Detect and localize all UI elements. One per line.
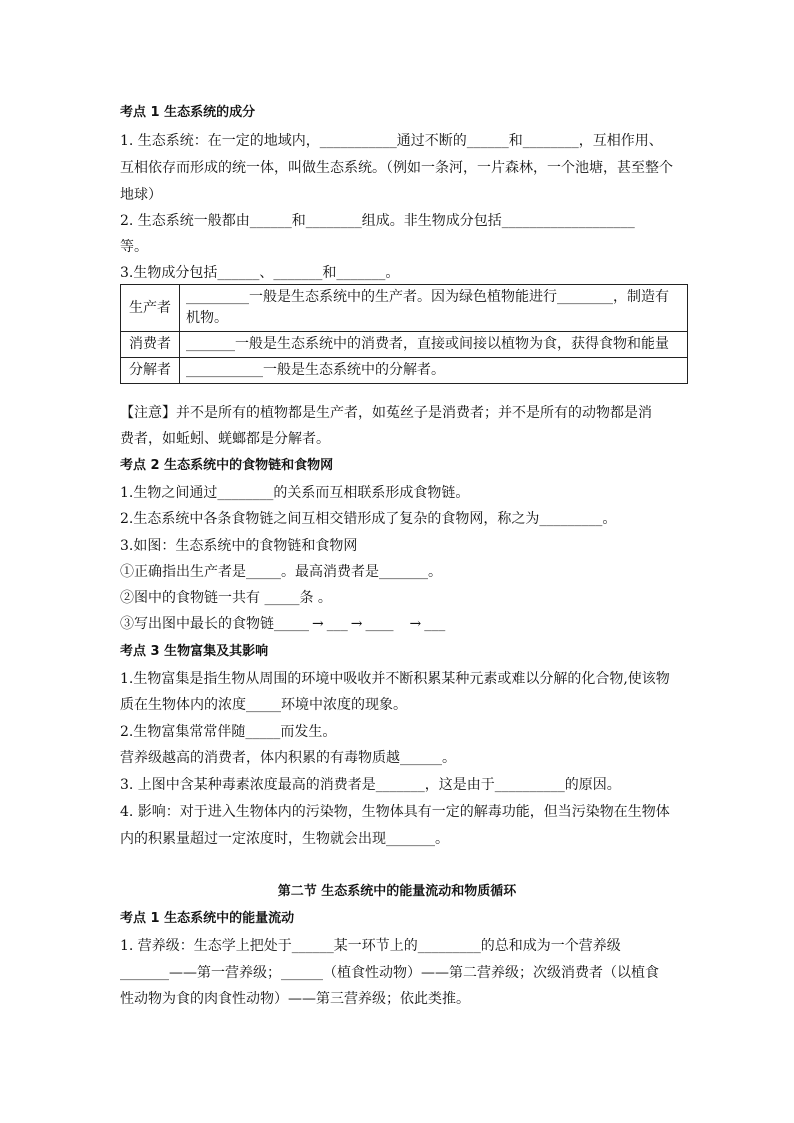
table-row <box>121 332 688 358</box>
text-line: 质在生物体内的浓度_____环境中浓度的现象。 <box>120 697 407 713</box>
text-line: 1. 营养级：生态学上把处于______某一环节上的_________的总和成为一个营养级 <box>120 938 621 954</box>
text-line: 营养级越高的消费者，体内积累的有毒物质越______。 <box>120 750 456 766</box>
heading-4: 考点 1 生态系统中的能量流动 <box>120 911 295 926</box>
food-chain-line <box>120 615 445 633</box>
text-line: 性动物为食的肉食性动物）——第三营养级；依此类推。 <box>120 991 470 1007</box>
blank: ____ <box>365 616 394 632</box>
table-label: 消费者 <box>121 332 180 358</box>
section-title: 第二节 生态系统中的能量流动和物质循环 <box>277 884 517 899</box>
text-line: 2.生态系统中各条食物链之间互相交错形成了复杂的食物网，称之为_________。 <box>120 511 617 527</box>
table-row <box>121 285 688 332</box>
text-line: 内的积累量超过一定浓度时，生物就会出现_______。 <box>120 831 449 847</box>
text-line: 4. 影响：对于进入生物体内的污染物，生物体具有一定的解毒功能，但当污染物在生物体 <box>120 804 670 820</box>
text-line: 等。 <box>120 239 148 255</box>
arrow-icon: → <box>409 616 422 632</box>
text-line: ③写出图中最长的食物链_____ <box>120 616 309 632</box>
table-label: 分解者 <box>121 358 180 384</box>
blank: ___ <box>326 616 348 632</box>
heading-2: 考点 2 生态系统中的食物链和食物网 <box>120 458 334 473</box>
heading-3: 考点 3 生物富集及其影响 <box>120 644 269 659</box>
text-line: 3.如图：生态系统中的食物链和食物网 <box>120 538 358 554</box>
table-label: 生产者 <box>121 285 180 332</box>
note-line: 费者，如蚯蚓、蜣螂都是分解者。 <box>120 431 330 447</box>
text-line: 3.生物成分包括______、_______和_______。 <box>120 265 400 281</box>
arrow-icon: → <box>350 616 363 632</box>
table-row <box>121 358 688 384</box>
blank: ___ <box>424 616 446 632</box>
text-line: ①正确指出生产者是_____。最高消费者是_______。 <box>120 564 442 580</box>
bio-components-table <box>120 284 688 384</box>
table-cell: _________一般是生态系统中的生产者。因为绿色植物能进行________，制造有机物。 <box>180 285 688 332</box>
text-line: 地球） <box>120 187 162 203</box>
text-line: 互相依存而形成的统一体，叫做生态系统。（例如一条河，一片森林，一个池塘，甚至整个 <box>120 160 673 176</box>
text-line: 2. 生态系统一般都由______和________组成。非生物成分包括___________________ <box>120 213 635 229</box>
heading-1: 考点 1 生态系统的成分 <box>120 105 256 120</box>
text-line: 1.生物之间通过________的关系而互相联系形成食物链。 <box>120 485 470 501</box>
text-line: 3. 上图中含某种毒素浓度最高的消费者是_______，这是由于__________的原因。 <box>120 777 621 793</box>
note-line: 【注意】并不是所有的植物都是生产者，如菟丝子是消费者；并不是所有的动物都是消 <box>120 405 652 421</box>
text-line: 2.生物富集常常伴随_____而发生。 <box>120 724 337 740</box>
table-cell: ___________一般是生态系统中的分解者。 <box>180 358 688 384</box>
arrow-icon: → <box>312 616 324 632</box>
text-line: 1. 生态系统：在一定的地域内，___________通过不断的______和________，互相作用、 <box>120 133 663 149</box>
text-line: 1.生物富集是指生物从周围的环境中吸收并不断积累某种元素或难以分解的化合物,使该物 <box>120 671 670 687</box>
table-cell: _______一般是生态系统中的消费者，直接或间接以植物为食，获得食物和能量 <box>180 332 688 358</box>
text-line: _______——第一营养级；______（植食性动物）——第二营养级；次级消费者（以植食 <box>120 965 659 981</box>
text-line: ②图中的食物链一共有 _____条 。 <box>120 590 332 606</box>
